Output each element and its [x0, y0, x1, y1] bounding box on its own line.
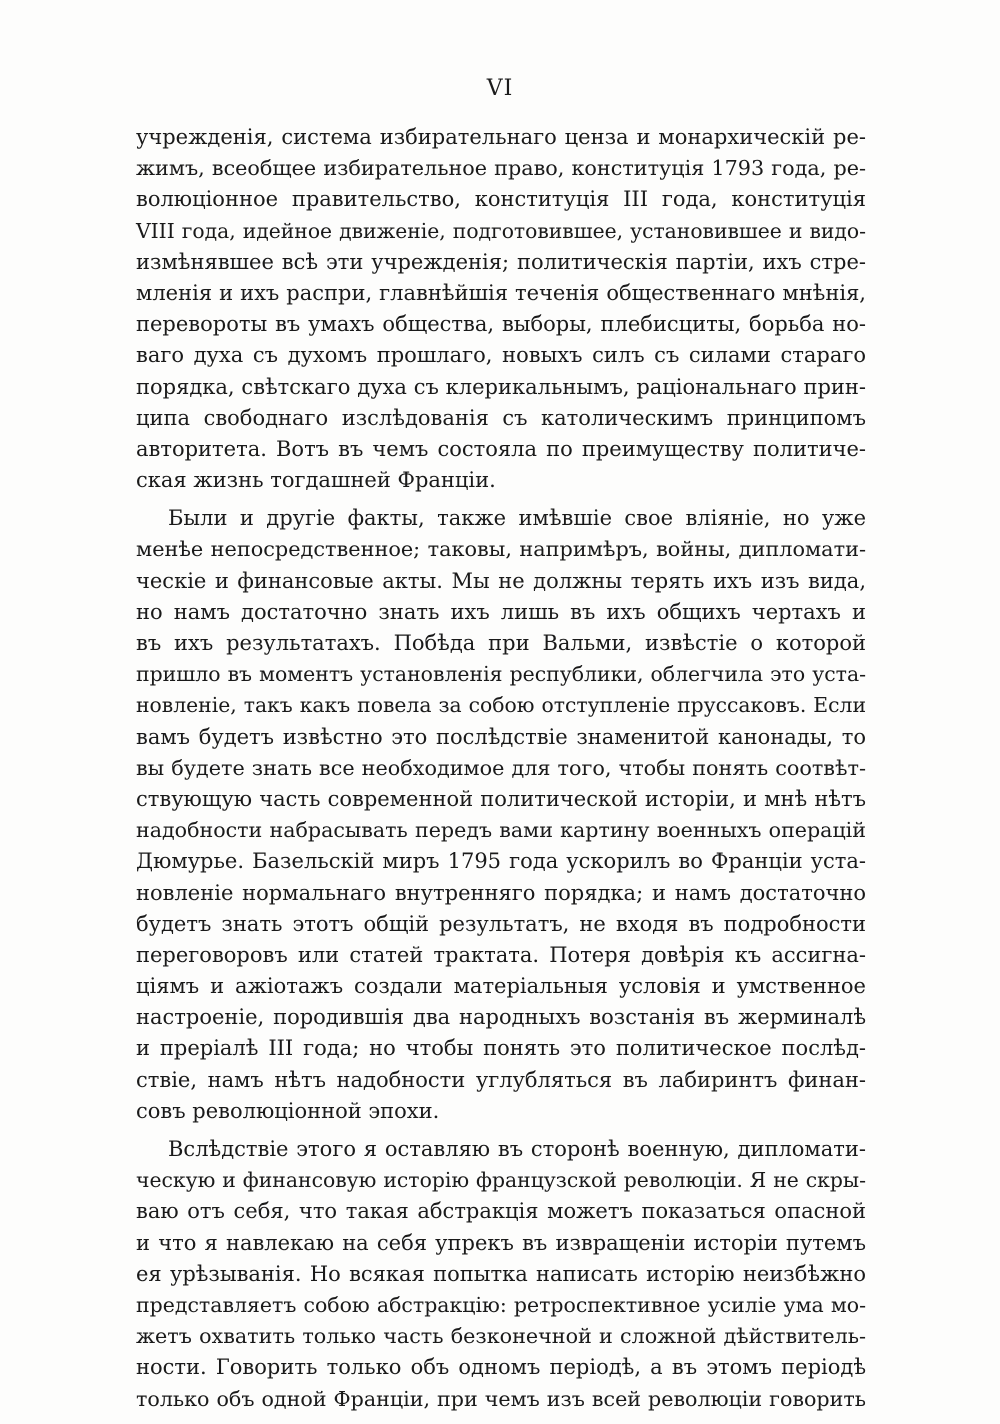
text-line: переговоровъ или статей трактата. Потеря довѣрія къ ассигна-: [136, 942, 866, 967]
text-line: Дюмурье. Базельскій миръ 1795 года ускорилъ во Франціи уста-: [136, 849, 866, 874]
text-line: порядка, свѣтскаго духа съ клерикальнымъ, раціональнаго прин-: [136, 374, 866, 399]
text-line: ческую и финансовую исторію французской революціи. Я не скры-: [136, 1168, 866, 1193]
text-line: вамъ будетъ извѣстно это послѣдствіе знаменитой канонады, то: [136, 724, 866, 749]
text-line: представляетъ собою абстракцію: ретроспективное усиліе ума мо-: [136, 1292, 866, 1317]
text-line: менѣе непосредственное; таковы, напримѣръ, войны, дипломати-: [136, 537, 866, 562]
text-line: ствіе, намъ нѣтъ надобности углубляться въ лабиринтъ финан-: [136, 1067, 866, 1092]
text-line: ческіе и финансовые акты. Мы не должны терять ихъ изъ вида,: [136, 568, 866, 593]
text-line: и что я навлекаю на себя упрекъ въ извращеніи исторіи путемъ: [136, 1230, 866, 1255]
text-line: волюціонное правительство, конституція III года, конституція: [136, 187, 866, 212]
text-line: новленіе нормальнаго внутренняго порядка; и намъ достаточно: [136, 880, 866, 905]
body-text: [136, 122, 866, 1415]
text-line: будетъ знать этотъ общій результатъ, не входя въ подробности: [136, 911, 866, 936]
paragraph: [136, 503, 866, 1127]
paragraph: [136, 1134, 866, 1415]
text-line: ская жизнь тогдашней Франціи.: [136, 468, 496, 493]
text-line: совъ революціонной эпохи.: [136, 1098, 440, 1123]
text-line: Вслѣдствіе этого я оставляю въ сторонѣ военную, дипломати-: [168, 1137, 866, 1161]
text-line: въ ихъ результатахъ. Побѣда при Вальми, извѣстіе о которой: [136, 631, 866, 655]
text-line: ея урѣзыванія. Но всякая попытка написать исторію неизбѣжно: [136, 1261, 866, 1286]
text-line: жимъ, всеобщее избирательное право, конституція 1793 года, ре-: [136, 156, 866, 181]
text-line: авторитета. Вотъ въ чемъ состояла по преимуществу политиче-: [136, 436, 866, 461]
text-line: новленіе, такъ какъ повела за собою отступленіе пруссаковъ. Если: [136, 693, 866, 718]
text-line: измѣнявшее всѣ эти учрежденія; политическія партіи, ихъ стре-: [136, 249, 866, 274]
text-line: ціямъ и ажіотажъ создали матеріальныя условія и умственное: [136, 974, 866, 999]
text-line: ваю отъ себя, что такая абстракція можетъ показаться опасной: [136, 1199, 866, 1224]
text-line: жетъ охватить только часть безконечной и сложной дѣйствитель-: [136, 1324, 866, 1349]
text-line: ности. Говорить только объ одномъ періодѣ, а въ этомъ періодѣ: [136, 1355, 866, 1380]
text-line: пришло въ моментъ установленія республики, облегчила это уста-: [136, 662, 866, 687]
text-line: ствующую часть современной политической исторіи, и мнѣ нѣтъ: [136, 786, 866, 811]
text-line: учрежденія, система избирательнаго ценза и монархическій ре-: [136, 125, 866, 149]
text-line: перевороты въ умахъ общества, выборы, плебисциты, борьба но-: [136, 312, 866, 337]
text-line: ципа свободнаго изслѣдованія съ католическимъ принципомъ: [136, 405, 866, 430]
text-line: настроеніе, породившія два народныхъ возстанія въ жерминалѣ: [136, 1005, 866, 1030]
text-line: и преріалѣ III года; но чтобы понять это политическое послѣд-: [136, 1036, 866, 1061]
paragraph-gap: [136, 1127, 866, 1134]
text-line: надобности набрасывать передъ вами картину военныхъ операцій: [136, 818, 866, 843]
page-number: VI: [486, 76, 514, 101]
paragraph: [136, 122, 866, 496]
text-line: но намъ достаточно знать ихъ лишь въ ихъ общихъ чертахъ и: [136, 599, 866, 624]
text-line: Были и другіе факты, также имѣвшіе свое вліяніе, но уже: [168, 506, 866, 531]
text-line: VIII года, идейное движеніе, подготовившее, установившее и видо-: [136, 218, 866, 243]
text-line: ваго духа съ духомъ прошлаго, новыхъ силъ съ силами стараго: [136, 343, 866, 368]
text-line: только объ одной Франціи, при чемъ изъ всей революціи говорить: [136, 1386, 866, 1411]
paragraph-gap: [136, 496, 866, 503]
text-line: вы будете знать все необходимое для того, чтобы понять соотвѣт-: [136, 755, 866, 780]
text-line: мленія и ихъ распри, главнѣйшія теченія общественнаго мнѣнія,: [136, 280, 866, 305]
